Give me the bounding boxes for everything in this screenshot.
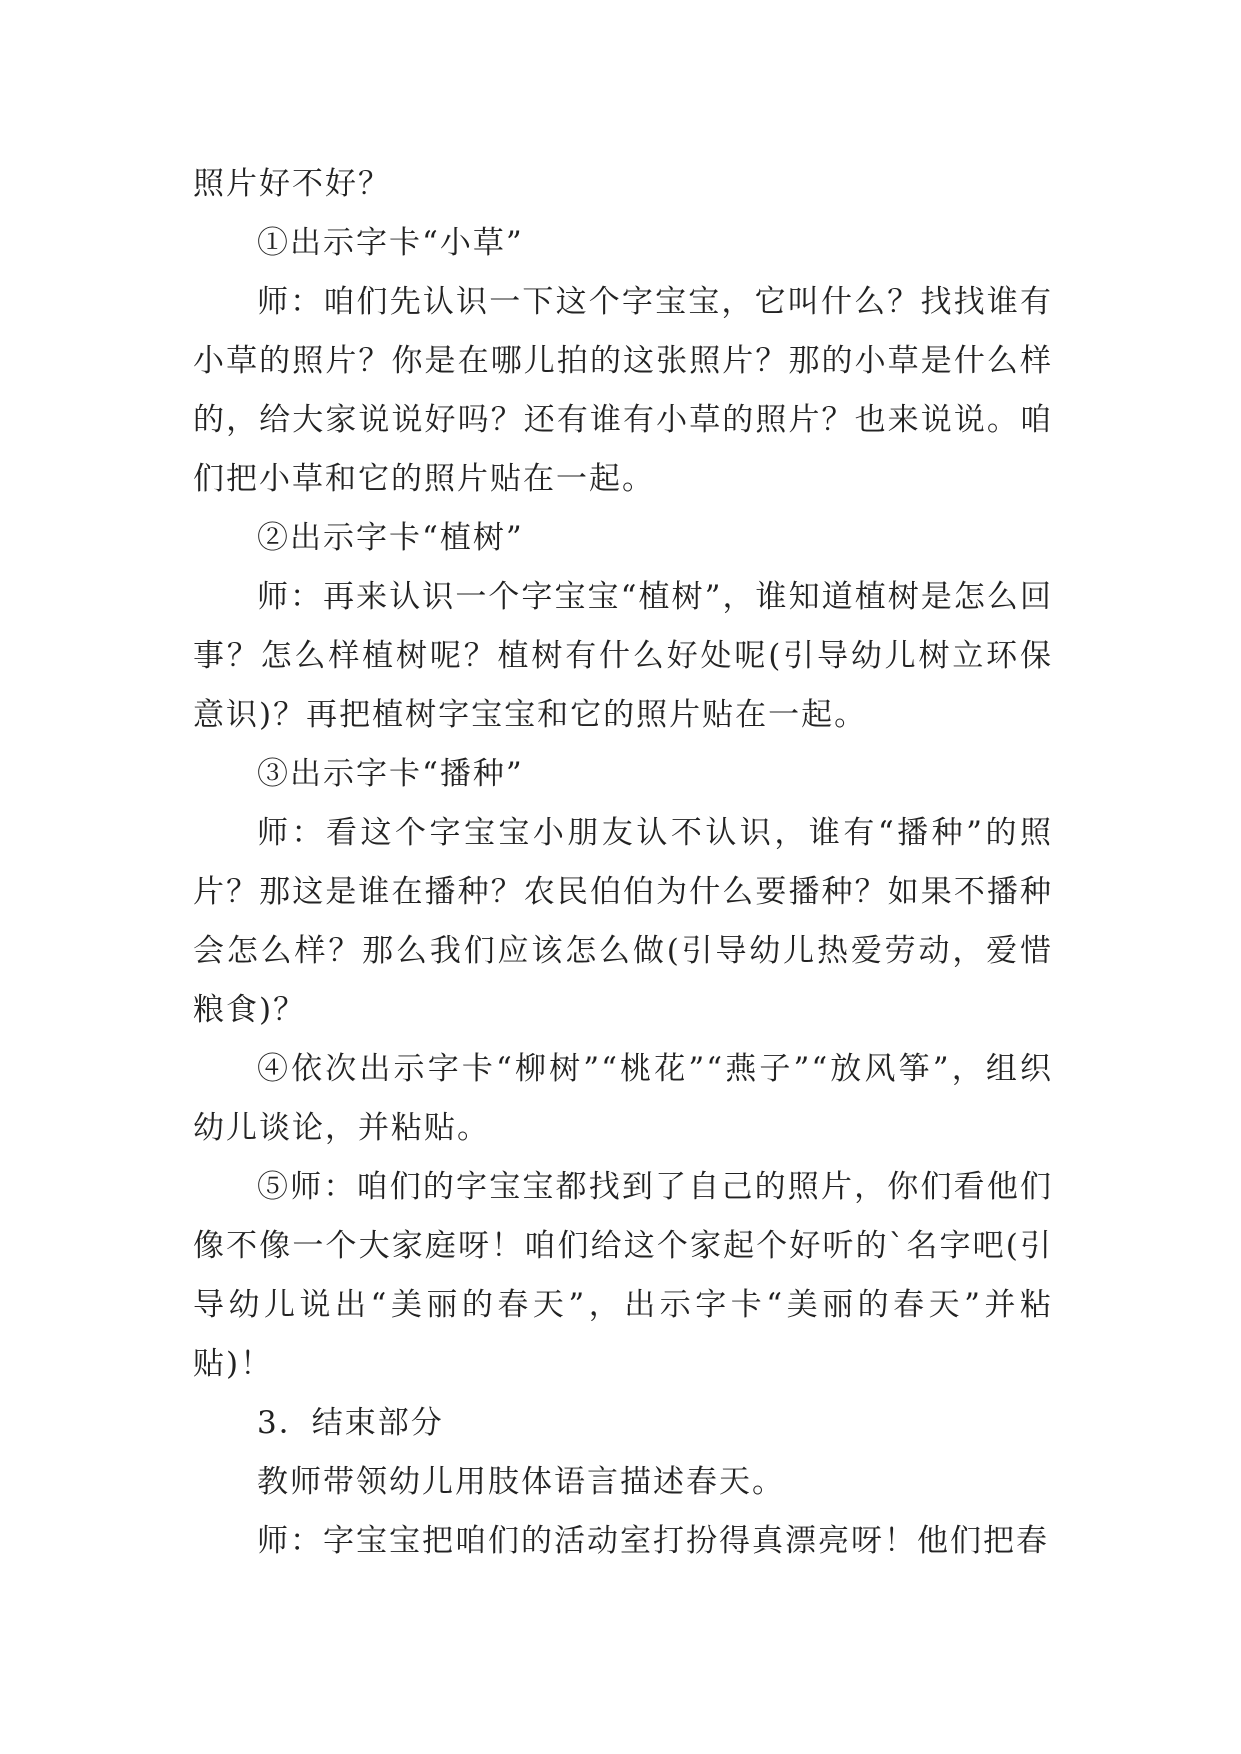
paragraph-continuation: 照片好不好？ — [193, 166, 391, 202]
section-heading-ending: 3．结束部分 — [257, 1405, 444, 1441]
paragraph-step-1-dialogue: 师：咱们先认识一下这个字宝宝，它叫什么？找找谁有小草的照片？你是在哪儿拍的这张照片？那的小草是什么样的，给大家说说好吗？还有谁有小草的照片？也来说说。咱们把小草和它的照片贴在一起。 — [193, 284, 1053, 497]
paragraph-step-1-heading: ①出示字卡“小草” — [257, 225, 524, 261]
paragraph-step-5: ⑤师：咱们的字宝宝都找到了自己的照片，你们看他们像不像一个大家庭呀！咱们给这个家起个好听的`名字吧(引导幼儿说出“美丽的春天”，出示字卡“美丽的春天”并粘贴)！ — [193, 1169, 1053, 1382]
paragraph-step-2-heading: ②出示字卡“植树” — [257, 520, 524, 556]
paragraph-step-4: ④依次出示字卡“柳树”“桃花”“燕子”“放风筝”，组织幼儿谈论，并粘贴。 — [193, 1051, 1053, 1146]
paragraph-step-2-dialogue: 师：再来认识一个字宝宝“植树”，谁知道植树是怎么回事？怎么样植树呢？植树有什么好处呢(引导幼儿树立环保意识)？再把植树字宝宝和它的照片贴在一起。 — [193, 579, 1053, 733]
document-body — [193, 155, 1053, 1571]
paragraph-step-3-heading: ③出示字卡“播种” — [257, 756, 524, 792]
paragraph-step-3-dialogue: 师：看这个字宝宝小朋友认不认识，谁有“播种”的照片？那这是谁在播种？农民伯伯为什么要播种？如果不播种会怎么样？那么我们应该怎么做(引导幼儿热爱劳动，爱惜粮食)？ — [193, 815, 1053, 1028]
paragraph-ending-dialogue: 师：字宝宝把咱们的活动室打扮得真漂亮呀！他们把春 — [257, 1523, 1049, 1559]
paragraph-ending-description: 教师带领幼儿用肢体语言描述春天。 — [257, 1464, 785, 1500]
